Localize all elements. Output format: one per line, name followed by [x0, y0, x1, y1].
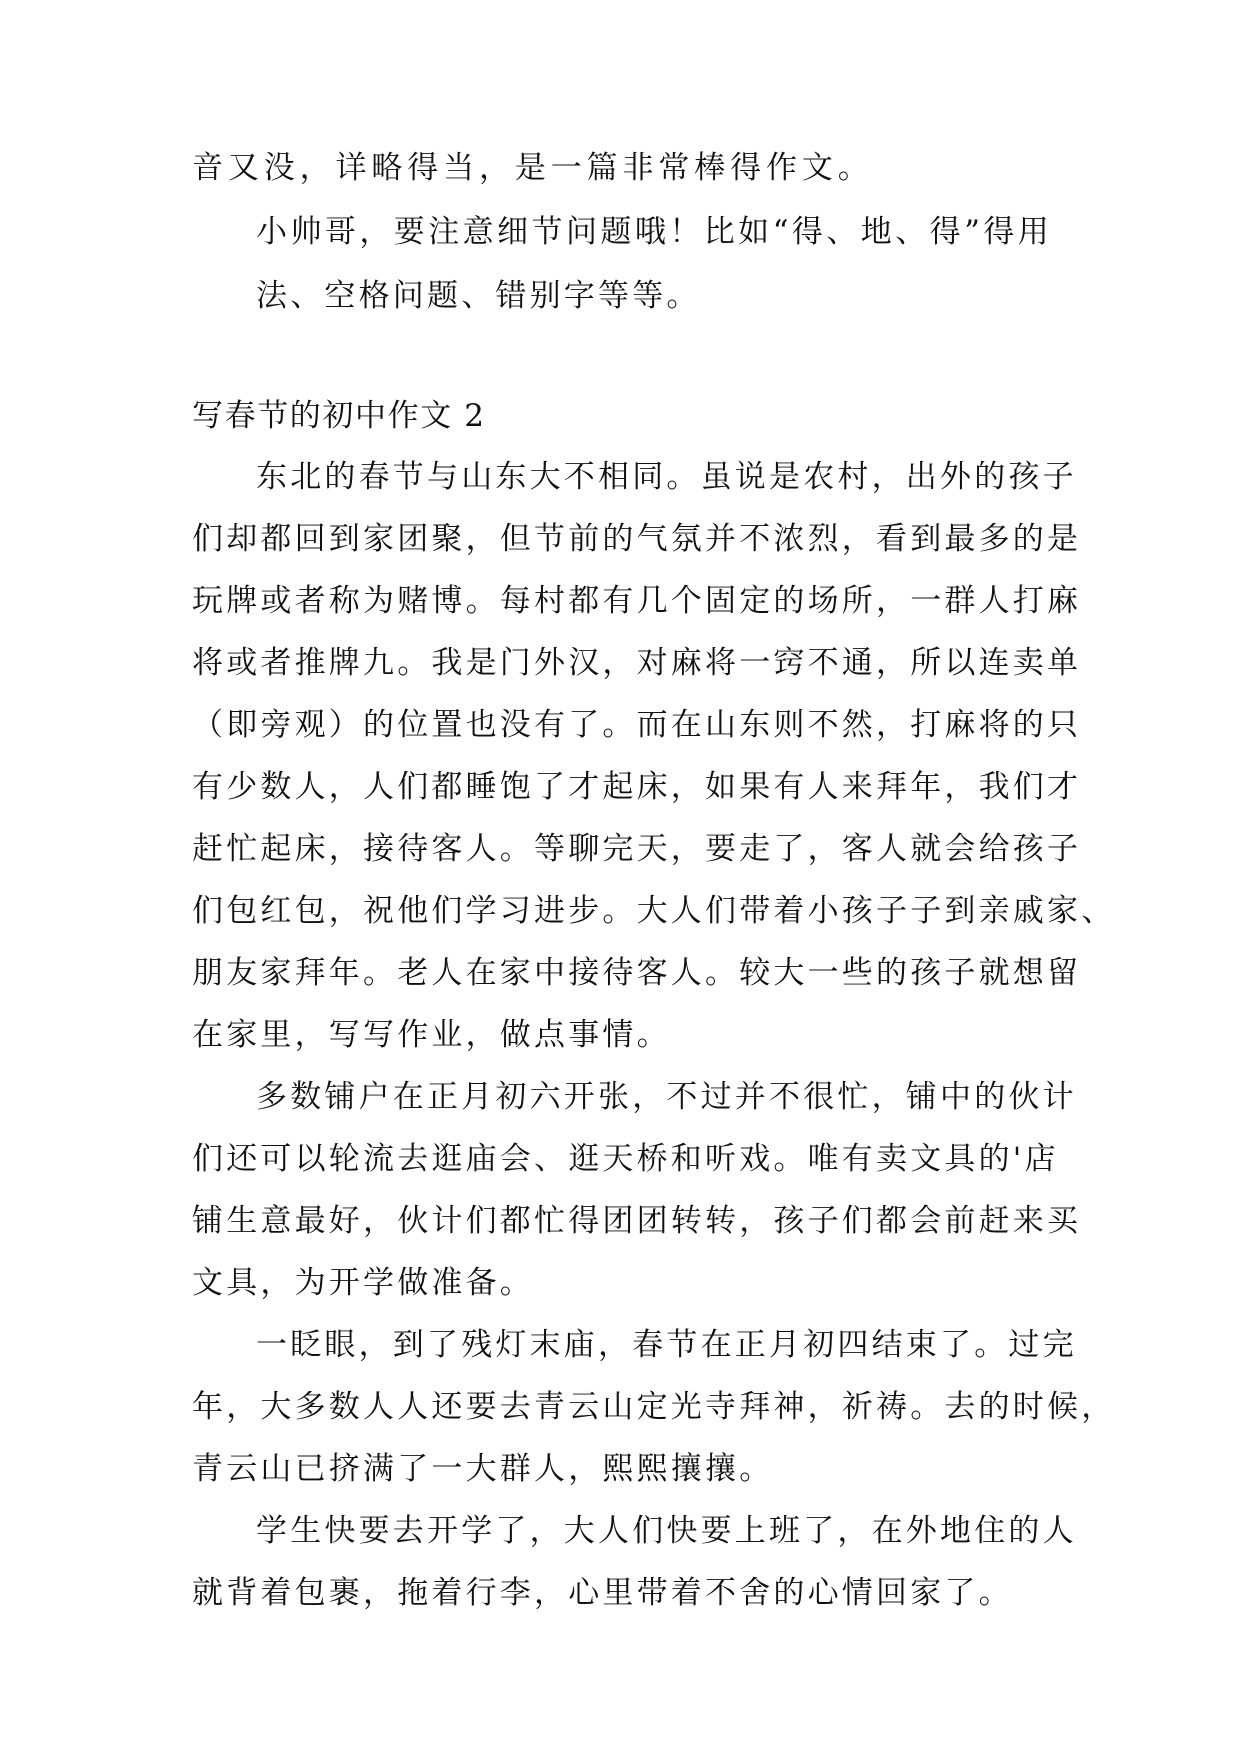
- text-line: 学生快要去开学了，大人们快要上班了，在外地住的人: [256, 1513, 1077, 1549]
- text-line: （即旁观）的位置也没有了。而在山东则不然，打麻将的只: [192, 707, 1082, 743]
- text-line: 朋友家拜年。老人在家中接待客人。较大一些的孩子就想留: [192, 955, 1082, 991]
- text-line: 们包红包，祝他们学习进步。大人们带着小孩子子到亲戚家、: [192, 893, 1116, 929]
- text-line: 赶忙起床，接待客人。等聊完天，要走了，客人就会给孩子: [192, 831, 1082, 867]
- text-line: 音又没，详略得当，是一篇非常棒得作文。: [192, 150, 872, 186]
- text-line: 有少数人，人们都睡饱了才起床，如果有人来拜年，我们才: [192, 769, 1082, 805]
- text-line: 将或者推牌九。我是门外汉，对麻将一窍不通，所以连卖单: [192, 645, 1082, 681]
- text-line: 多数铺户在正月初六开张，不过并不很忙，铺中的伙计: [256, 1079, 1077, 1115]
- text-line: 在家里，写写作业，做点事情。: [192, 1017, 671, 1053]
- text-line: 就背着包裹，拖着行李，心里带着不舍的心情回家了。: [192, 1575, 1013, 1611]
- text-line: 一眨眼，到了残灯末庙，春节在正月初四结束了。过完: [256, 1327, 1077, 1363]
- text-line: 文具，为开学做准备。: [192, 1265, 534, 1301]
- text-line: 玩牌或者称为赌博。每村都有几个固定的场所，一群人打麻: [192, 583, 1082, 619]
- text-line: 青云山已挤满了一大群人，熙熙攘攘。: [192, 1451, 774, 1487]
- text-line: 年，大多数人人还要去青云山定光寺拜神，祈祷。去的时候，: [192, 1389, 1116, 1425]
- text-line: 东北的春节与山东大不相同。虽说是农村，出外的孩子: [256, 459, 1077, 495]
- text-line: 们却都回到家团聚，但节前的气氛并不浓烈，看到最多的是: [192, 521, 1082, 557]
- text-line: 们还可以轮流去逛庙会、逛天桥和听戏。唯有卖文具的'店: [192, 1141, 1059, 1177]
- text-line: 铺生意最好，伙计们都忙得团团转转，孩子们都会前赶来买: [192, 1203, 1082, 1239]
- comment-line: 法、空格问题、错别字等等。: [256, 278, 701, 314]
- comment-line: 小帅哥，要注意细节问题哦！比如“得、地、得”得用: [256, 214, 1052, 250]
- section-heading: 写春节的初中作文 2: [192, 398, 486, 434]
